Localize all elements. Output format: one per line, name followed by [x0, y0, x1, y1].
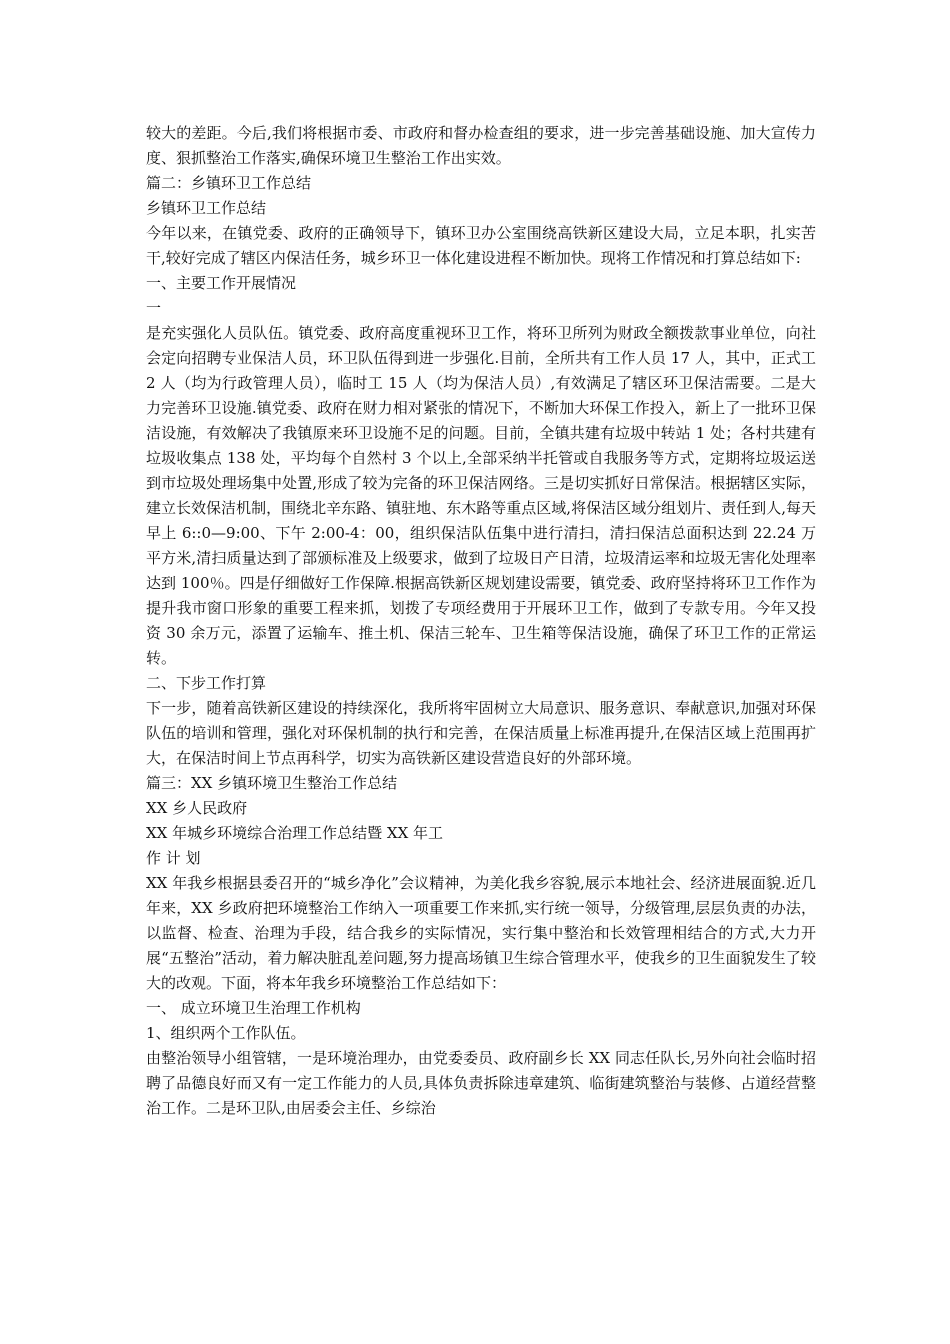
paragraph-environment-intro: XX 年我乡根据县委召开的“城乡净化”会议精神，为美化我乡容貌,展示本地社会、经济进展面貌.近几年来，XX 乡政府把环境整治工作纳入一项重要工作来抓,实行统一领导，分级管理,层层负责的办法，以监督、检查、治理为手段，结合我乡的实际情况，实行集中整治和长效管理相结合的方式,大力开展“五整治”活动，着力解决脏乱差问题,努力提高场镇卫生综合管理水平，使我乡的卫生面貌发生了较大的改观。下面，将本年我乡环境整治工作总结如下： [146, 874, 816, 992]
report-title-line-2: 作 计 划 [146, 849, 201, 867]
paragraph-next-steps-body: 下一步，随着高铁新区建设的持续深化，我所将牢固树立大局意识、服务意识、奉献意识,加强对环保队伍的培训和管理，强化对环保机制的执行和完善，在保洁质量上标准再提升,在保洁区域上范围再扩大，在保洁时间上节点再科学，切实为高铁新区建设营造良好的外部环境。 [146, 699, 816, 767]
heading-establish-institutions: 一、 成立环境卫生治理工作机构 [146, 999, 361, 1017]
section-heading-part-three: 篇三：XX 乡镇环境卫生整治工作总结 [146, 774, 398, 792]
document-title: 乡镇环卫工作总结 [146, 199, 267, 217]
heading-main-work: 一、主要工作开展情况 [146, 274, 297, 292]
paragraph-main-work-body: 是充实强化人员队伍。镇党委、政府高度重视环卫工作，将环卫所列为财政全额拨款事业单位，向社会定向招聘专业保洁人员，环卫队伍得到进一步强化.目前，全所共有工作人员 17 人，其中，正式工 2 人（均为行政管理人员），临时工 15 人（均为保洁人员）,有效满足了辖区环卫保洁需要。二是大力完善环卫设施.镇党委、政府在财力相对紧张的情况下，不断加大环保工作投入，新上了一批环卫保洁设施，有效解决了我镇原来环卫设施不足的问题。目前，全镇共建有垃圾中转站 1 处；各村共建有垃圾收集点 138 处，平均每个自然村 3 个以上,全部采纳半托管或自我服务等方式，定期将垃圾运送到市垃圾处理场集中处置,形成了较为完备的环卫保洁网络。三是切实抓好日常保洁。根据辖区实际，建立长效保洁机制，围绕北辛东路、镇驻地、东木路等重点区域,将保洁区域分组划片、责任到人,每天早上 6::0—9:00、下午 2:00-4：00，组织保洁队伍集中进行清扫，清扫保洁总面积达到 22.24 万平方米,清扫质量达到了部颁标准及上级要求，做到了垃圾日产日清，垃圾清运率和垃圾无害化处理率达到 100％。四是仔细做好工作保障.根据高铁新区规划建设需要，镇党委、政府坚持将环卫工作作为提升我市窗口形象的重要工程来抓，划拨了专项经费用于开展环卫工作，做到了专款专用。今年又投资 30 余万元，添置了运输车、推土机、保洁三轮车、卫生箱等保洁设施，确保了环卫工作的正常运转。 [146, 324, 816, 667]
subheading-two-teams: 1、组织两个工作队伍。 [146, 1024, 306, 1042]
heading-next-steps: 二、下步工作打算 [146, 674, 267, 692]
document-page [146, 121, 816, 1121]
issuer-name: XX 乡人民政府 [146, 799, 248, 817]
paragraph-overview: 今年以来，在镇党委、政府的正确领导下，镇环卫办公室围绕高铁新区建设大局，立足本职，扎实苦干,较好完成了辖区内保洁任务，城乡环卫一体化建设进程不断加快。现将工作情况和打算总结如下: [146, 224, 816, 267]
section-heading-part-two: 篇二：乡镇环卫工作总结 [146, 174, 312, 192]
paragraph-teams-body: 由整治领导小组管辖，一是环境治理办，由党委委员、政府副乡长 XX 同志任队长,另外向社会临时招聘了品德良好而又有一定工作能力的人员,具体负责拆除违章建筑、临街建筑整治与装修、占道经营整治工作。二是环卫队,由居委会主任、乡综治 [146, 1049, 816, 1117]
report-title-line-1: XX 年城乡环境综合治理工作总结暨 XX 年工 [146, 824, 444, 842]
paragraph-intro-conclusion: 较大的差距。今后,我们将根据市委、市政府和督办检查组的要求，进一步完善基础设施、加大宣传力度、狠抓整治工作落实,确保环境卫生整治工作出实效。 [146, 124, 816, 167]
list-marker-one: 一 [146, 299, 162, 317]
